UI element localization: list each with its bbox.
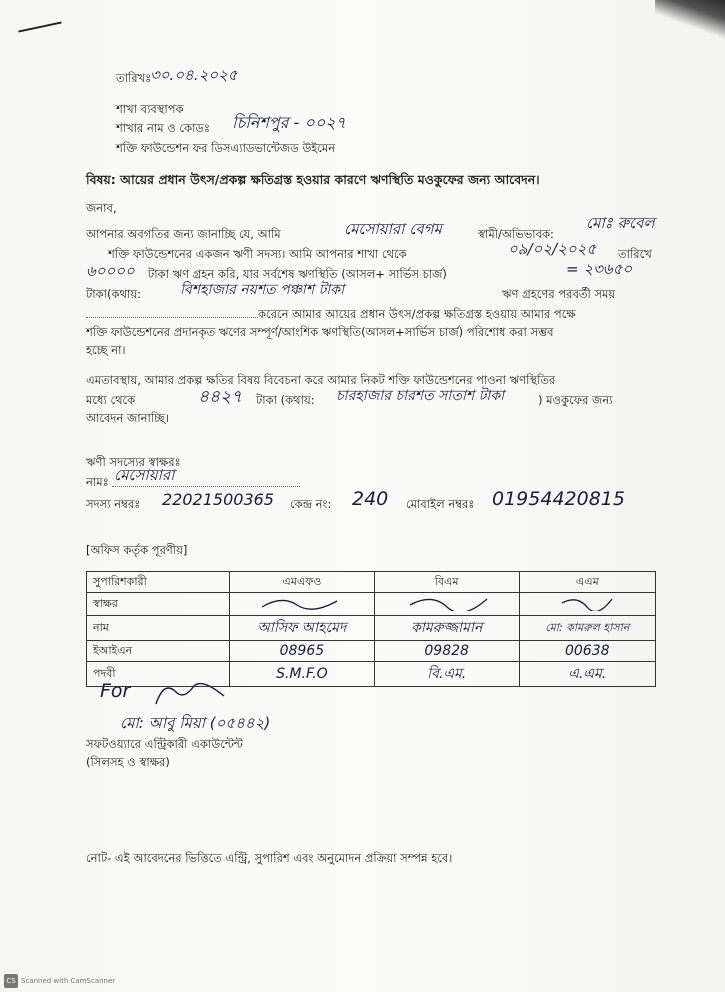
para2-text-b: তারিখে — [618, 247, 652, 261]
scan-corner-shadow — [655, 0, 725, 40]
para10-text: আবেদন জানাচ্ছি। — [86, 411, 170, 425]
table-cell: মো: কামরুল হাসান — [519, 616, 655, 641]
table-cell: কামরুজ্জামান — [374, 616, 519, 641]
office-title: [অফিস কর্তৃক পূরণীয়] — [86, 543, 188, 557]
seal-note: (সিলসহ ও স্বাক্ষর) — [86, 755, 170, 769]
para1-text-a: আপনার অবগতির জন্য জানাচ্ছি যে, আমি — [86, 227, 281, 241]
row-label: নাম — [87, 616, 230, 641]
para8-text: এমতাবস্থায়, আমার প্রকল্প ক্ষতির বিষয় বিবেচনা করে আমার নিকট শক্তি ফাউন্ডেশনের পাওনা ঋণস্থিতির — [86, 373, 556, 387]
header-cell: এএম — [519, 572, 655, 593]
date-label: তারিখঃ — [116, 71, 152, 85]
balance-amount: = ২৩৬৫০ — [566, 260, 633, 278]
accountant-signature — [150, 676, 230, 710]
signature-mark — [402, 593, 492, 611]
para5-content: করেনে আমার আয়ের প্রধান উৎস/প্রকল্প ক্ষতিগ্রস্ত হওয়ায় আমার পক্ষে — [258, 307, 576, 321]
table-row — [87, 616, 656, 641]
table-header-row — [87, 572, 656, 593]
signature-cell — [374, 593, 519, 616]
scanner-watermark — [4, 974, 115, 988]
member-name-label: নামঃ — [86, 475, 109, 489]
center-label: কেন্দ্র নং: — [290, 497, 332, 511]
table-cell: আসিফ আহমেদ — [230, 616, 375, 641]
manager-label: শাখা ব্যবস্থাপক — [116, 102, 184, 116]
table-cell: 00638 — [519, 641, 655, 662]
signature-mark — [257, 593, 347, 611]
scanner-text: Scanned with CamScanner — [21, 977, 116, 985]
applicant-name: মেসোয়ারা বেগম — [344, 220, 442, 238]
para9-text-c: ) মওকুফের জন্য — [538, 393, 613, 407]
para9-text-a: মধ্যে থেকে — [86, 393, 136, 407]
member-no-value: 22021500365 — [162, 490, 274, 509]
table-cell: 08965 — [230, 641, 375, 662]
para2-text-a: শক্তি ফাউন্ডেশনের একজন ঋণী সদস্য। আমি আপনার শাখা থেকে — [108, 247, 407, 261]
member-no-label: সদস্য নম্বরঃ — [86, 497, 141, 511]
waiver-in-words: চারহাজার চারশত সাতাশ টাকা — [336, 388, 505, 404]
pen-mark — [18, 21, 61, 32]
branch-label: শাখার নাম ও কোডঃ — [116, 121, 211, 135]
para4-text-b: ঋণ গ্রহণের পরবর্তী সময় — [502, 287, 616, 301]
loan-date: ০৯/০২/২০২৫ — [508, 240, 597, 258]
waiver-amount: ৪৪২৭ — [198, 387, 243, 407]
member-name-value: মেসোয়ারা — [114, 466, 175, 484]
for-label: For — [100, 680, 131, 702]
para4-text-a: টাকা(কথায়: — [86, 287, 141, 301]
table-cell: S.M.F.O — [230, 662, 375, 687]
signature-cell — [519, 593, 655, 616]
office-table — [86, 571, 656, 687]
signature-cell — [230, 593, 375, 616]
accountant-name: মো: আবু মিয়া (০৫৪৪২) — [120, 714, 271, 732]
table-row — [87, 593, 656, 616]
signature-mark — [557, 593, 617, 611]
camscanner-logo: CS — [4, 974, 18, 988]
note-text: নোট- এই আবেদনের ভিত্তিতে এন্ট্রি, সুপারিশ এবং অনুমোদন প্রক্রিয়া সম্পন্ন হবে। — [86, 851, 453, 865]
table-cell: এ.এম. — [519, 662, 655, 687]
table-cell: বি.এম. — [374, 662, 519, 687]
subject-line: বিষয়: আয়ের প্রধান উৎস/প্রকল্প ক্ষতিগ্রস্ত হওয়ার কারণে ঋণস্থিতি মওকুফের জন্য আবেদন। — [86, 172, 540, 187]
para5-text — [86, 308, 576, 322]
mobile-value: 01954420815 — [492, 488, 625, 510]
header-cell: এমএফও — [230, 572, 375, 593]
balance-in-words: বিশহাজার নয়শত পঞ্চাশ টাকা — [180, 282, 345, 298]
row-label: স্বাক্ষর — [87, 593, 230, 616]
table-cell: 09828 — [374, 641, 519, 662]
row-label: ইআইএন — [87, 641, 230, 662]
para3-text: টাকা ঋণ গ্রহন করি, যার সর্বশেষ ঋণস্থিতি (আসল+ সার্ভিস চার্জ) — [148, 267, 447, 281]
org-line: শক্তি ফাউন্ডেশন ফর ডিসএ্যাডভান্টেজড উইমেন — [116, 141, 336, 155]
para1-text-b: স্বামী/অভিভাবক: — [478, 227, 554, 241]
header-cell: বিএম — [374, 572, 519, 593]
header-cell: সুপারিশকারী — [87, 572, 230, 593]
accountant-title: সফটওয়্যারে এন্ট্রিকারী একাউন্টেন্ট — [86, 737, 243, 751]
table-row — [87, 641, 656, 662]
member-sig-label: ঋণী সদস্যের স্বাক্ষরঃ — [86, 455, 181, 469]
para7-text: হচ্ছে না। — [86, 343, 126, 357]
date-value: ৩০.০৪.২০২৫ — [150, 66, 238, 84]
para6-text: শক্তি ফাউন্ডেশনের প্রদানকৃত ঋণের সম্পূর্ণ/আংশিক ঋণস্থিতি(আসল+সার্ভিস চার্জ) পরিশোধ করা সম্ভব — [86, 325, 554, 339]
blank-line — [86, 317, 258, 318]
branch-value: চিনিশপুর - ০০২৭ — [232, 113, 347, 132]
row-label: পদবী — [87, 662, 230, 687]
loan-amount: ৬০০০০ — [86, 262, 135, 280]
guardian-name: মোঃ রুবেল — [586, 214, 655, 232]
center-value: 240 — [352, 488, 389, 510]
para9-text-b: টাকা (কথায়: — [256, 393, 315, 407]
salutation: জনাব, — [86, 201, 117, 215]
mobile-label: মোবাইল নম্বরঃ — [406, 497, 475, 511]
